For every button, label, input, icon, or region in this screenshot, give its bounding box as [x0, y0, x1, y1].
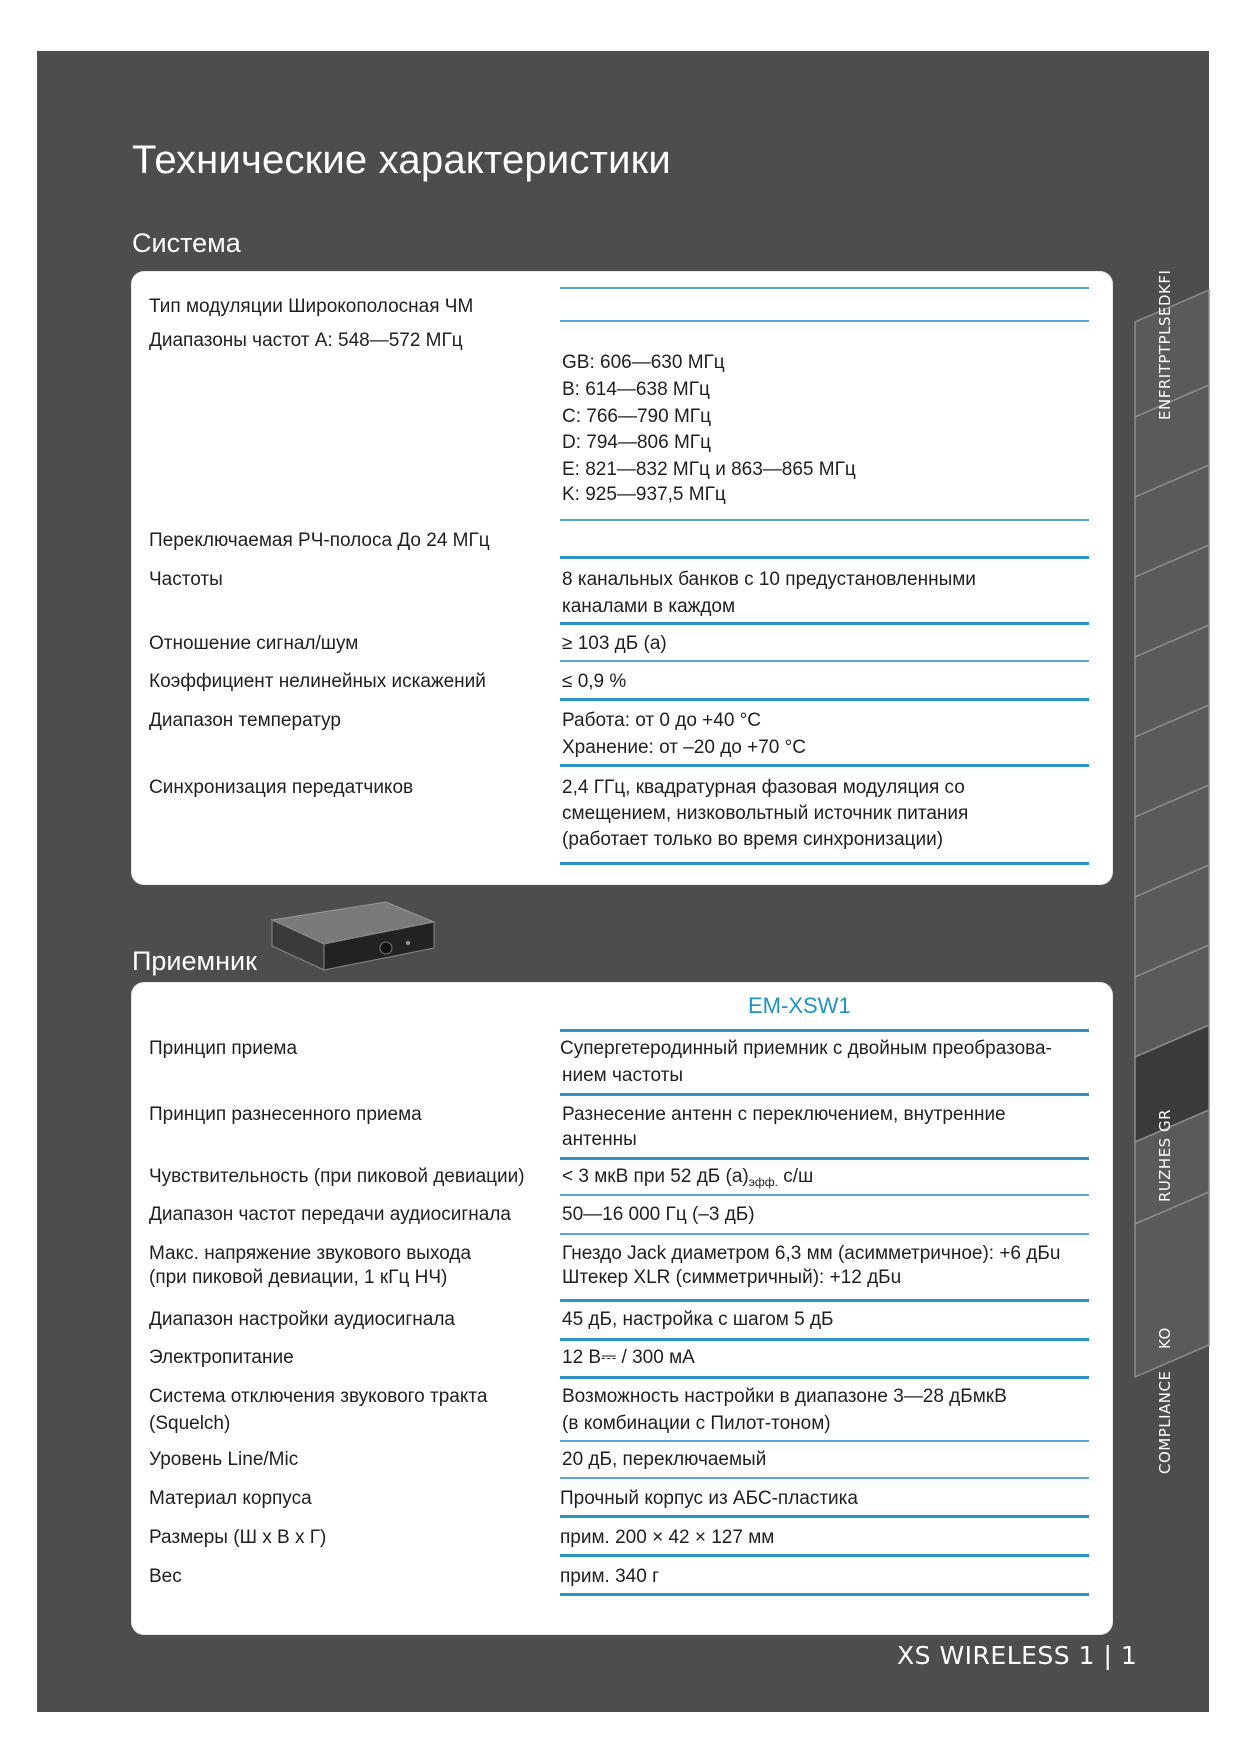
spec-value: E: 821—832 МГц и 863—865 МГц [562, 459, 856, 480]
sensitivity-value: < 3 мкВ при 52 дБ (а) [562, 1166, 749, 1187]
row-divider [560, 556, 1089, 559]
spec-value: 8 канальных банков с 10 предустановленными [562, 569, 976, 590]
spec-label: Отношение сигнал/шум [149, 633, 359, 654]
row-divider [560, 1593, 1089, 1596]
row-divider [560, 698, 1089, 701]
page-footer: XS WIRELESS 1 | 1 [897, 1641, 1138, 1670]
device-led [406, 941, 410, 945]
spec-value: смещением, низковольтный источник питания [562, 803, 969, 824]
section-title-receiver: Приемник [132, 946, 257, 976]
page-title: Технические характеристики [132, 138, 671, 182]
row-divider [560, 862, 1089, 865]
spec-label: Макс. напряжение звукового выхода [149, 1243, 472, 1264]
device-knob [380, 942, 392, 954]
row-divider [560, 1299, 1089, 1302]
tab-label-compliance[interactable]: COMPLIANCE [1156, 1370, 1174, 1474]
spec-label: (при пиковой девиации, 1 кГц НЧ) [149, 1267, 448, 1288]
spec-label: Чувствительность (при пиковой девиации) [149, 1166, 525, 1187]
spec-label: Размеры (Ш x В x Г) [149, 1527, 327, 1548]
spec-value: нием частоты [562, 1065, 683, 1086]
spec-value: Штекер XLR (симметричный): +12 дБu [562, 1267, 902, 1288]
model-title: EM-XSW1 [748, 993, 851, 1018]
spec-label: Принцип разнесенного приема [149, 1104, 422, 1125]
spec-value: прим. 340 г [560, 1566, 659, 1587]
spec-value: C: 766—790 МГц [562, 406, 711, 427]
spec-value: (работает только во время синхронизации) [562, 829, 944, 850]
spec-label: Электропитание [149, 1347, 294, 1368]
spec-label: Диапазон частот передачи аудиосигнала [149, 1204, 511, 1225]
row-divider [560, 287, 1089, 289]
row-divider [560, 764, 1089, 767]
spec-value: B: 614—638 МГц [562, 379, 710, 400]
receiver-device-image [268, 900, 438, 972]
tab-label-ko[interactable]: KO [1156, 1327, 1174, 1349]
spec-label: Уровень Line/Mic [149, 1449, 299, 1470]
row-divider [560, 1194, 1089, 1196]
spec-label: Переключаемая РЧ-полоса До 24 МГц [149, 530, 490, 551]
spec-label: Синхронизация передатчиков [149, 777, 414, 798]
spec-value: K: 925—937,5 МГц [562, 484, 726, 505]
system-spec-card [132, 272, 1112, 884]
row-divider [560, 1515, 1089, 1518]
spec-value: Прочный корпус из АБС-пластика [560, 1488, 858, 1509]
spec-value: Разнесение антенн с переключением, внутренние [562, 1104, 1006, 1125]
row-divider [560, 1157, 1089, 1160]
spec-value: антенны [562, 1129, 637, 1150]
spec-value: 2,4 ГГц, квадратурная фазовая модуляция со [562, 777, 965, 798]
spec-value: прим. 200 × 42 × 127 мм [560, 1527, 775, 1548]
spec-value: (в комбинации с Пилот-тоном) [562, 1413, 831, 1434]
spec-label: Вес [149, 1566, 182, 1587]
row-divider [560, 1233, 1089, 1235]
row-divider [560, 1376, 1089, 1379]
sensitivity-tail: с/ш [777, 1166, 814, 1187]
section-title-system: Система [132, 228, 241, 258]
row-divider [560, 1338, 1089, 1341]
row-divider [560, 1477, 1089, 1479]
tab-shape [1135, 1192, 1209, 1377]
spec-value: GB: 606—630 МГц [562, 352, 725, 373]
spec-value [562, 1164, 813, 1195]
tab-label-ru-zh-es-gr[interactable]: RUZHES GR [1156, 1108, 1174, 1202]
spec-label: Коэффициент нелинейных искажений [149, 671, 486, 692]
row-divider [560, 320, 1089, 322]
spec-value: каналами в каждом [562, 596, 736, 617]
spec-label: (Squelch) [149, 1413, 231, 1434]
spec-value: Возможность настройки в диапазоне 3—28 дБмкВ [562, 1386, 1007, 1407]
row-divider [560, 660, 1089, 662]
receiver-spec-card [132, 983, 1112, 1634]
row-divider [560, 519, 1089, 521]
spec-label: Диапазоны частот A: 548—572 МГц [149, 330, 463, 351]
spec-value: D: 794—806 МГц [562, 432, 711, 453]
spec-value: Работа: от 0 до +40 °C [562, 710, 761, 731]
row-divider [560, 622, 1089, 625]
spec-value: ≤ 0,9 % [562, 671, 627, 692]
tab-label-en-fr-it-pt-nl-pl-se-dk-fi[interactable]: ENFRITPTPLSEDKFI [1156, 269, 1174, 420]
row-divider [560, 1093, 1089, 1096]
spec-label: Тип модуляции Широкополосная ЧМ [149, 296, 474, 317]
spec-label: Частоты [149, 569, 223, 590]
spec-value: 20 дБ, переключаемый [562, 1449, 767, 1470]
spec-label: Принцип приема [149, 1038, 298, 1059]
spec-value: 45 дБ, настройка с шагом 5 дБ [562, 1309, 834, 1330]
spec-value: Супергетеродинный приемник с двойным преобразова- [560, 1038, 1052, 1059]
spec-label: Материал корпуса [149, 1488, 312, 1509]
spec-label: Диапазон настройки аудиосигнала [149, 1309, 455, 1330]
spec-value: Гнездо Jack диаметром 6,3 мм (асимметричное): +6 дБu [562, 1243, 1061, 1264]
row-divider [560, 1440, 1089, 1442]
spec-value: ≥ 103 дБ (а) [562, 633, 667, 654]
spec-label: Система отключения звукового тракта [149, 1386, 488, 1407]
spec-value: Хранение: от –20 до +70 °C [562, 737, 806, 758]
row-divider [560, 1554, 1089, 1557]
sensitivity-sub: эфф. [748, 1175, 778, 1189]
row-divider [560, 1029, 1089, 1032]
spec-label: Диапазон температур [149, 710, 341, 731]
spec-value: 50—16 000 Гц (–3 дБ) [562, 1204, 755, 1225]
spec-value: 12 В⎓ / 300 мА [562, 1347, 695, 1368]
